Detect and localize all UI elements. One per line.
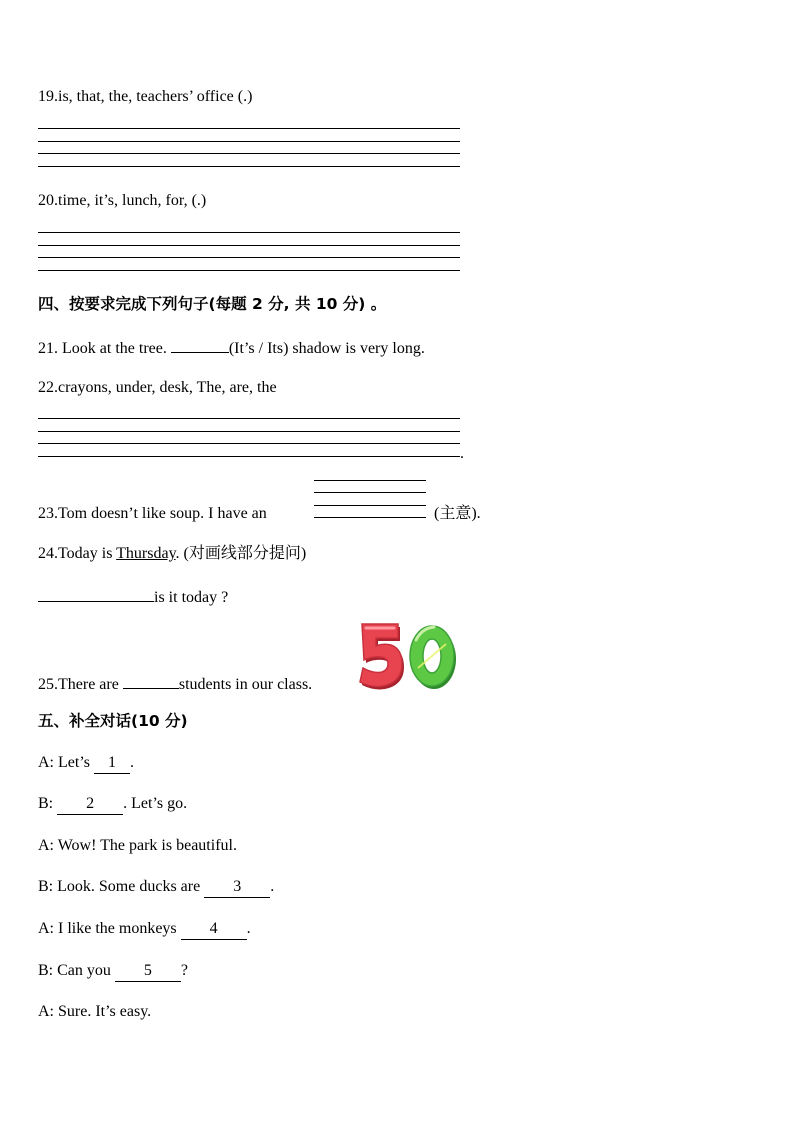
q24-answer [38,586,228,608]
section-4-heading: 四、按要求完成下列句子(每题 2 分, 共 10 分) 。 [38,295,387,313]
q23-answer-line-3[interactable] [314,505,426,506]
q24-underlined-word: Thursday [116,545,176,562]
dialogue-line-2-end: . Let’s go. [123,795,188,812]
dialogue-line-1-end: . [130,754,134,771]
dialogue-line-6 [38,961,188,982]
digit-0-shape [410,626,456,689]
dialogue-line-1 [38,753,134,774]
dialogue-line-4-end: . [270,878,275,895]
dialogue-line-2 [38,794,187,815]
q20-answer-line-3[interactable] [38,257,460,258]
dialogue-line-4 [38,877,274,898]
dialogue-line-2-text: B: [38,795,58,812]
dialogue-line-3-text: A: Wow! The park is beautiful. [38,837,237,854]
q19-answer-line-2[interactable] [38,141,460,142]
dialogue-line-1-text: A: Let’s [38,754,94,771]
dialogue-line-5-end: . [246,920,251,937]
dialogue-line-6-end: ? [180,962,188,979]
q20-answer-line-4[interactable] [38,270,460,271]
section-5-heading: 五、补全对话(10 分) [38,712,188,730]
q22-answer-line-3[interactable] [38,443,460,444]
q19-answer-line-4[interactable] [38,166,460,167]
dialogue-line-3 [38,836,237,856]
digit-5-shape [360,624,404,689]
q25-prefix: 25.There are [38,676,123,693]
q23-answer-line-1[interactable] [314,480,426,481]
dialogue-line-4-text: B: Look. Some ducks are [38,878,205,895]
dialogue-blank-1[interactable]: 1 [94,753,130,774]
dialogue-line-5-text: A: I like the monkeys [38,920,181,937]
q23-prefix: 23.Tom doesn’t like soup. I have an [38,505,267,522]
q20-prompt: 20.time, it’s, lunch, for, (.) [38,192,207,209]
q22-answer-line-4[interactable] [38,456,460,457]
q23-answer-line-2[interactable] [314,492,426,493]
dialogue-line-7 [38,1002,151,1022]
q22-answer-line-2[interactable] [38,431,460,432]
q24-prompt [38,544,306,564]
dialogue-line-5 [38,919,251,940]
q25-prompt [38,673,312,695]
dialogue-blank-3[interactable]: 3 [204,877,270,898]
q25-blank[interactable] [123,673,179,689]
q21-blank[interactable] [171,337,229,353]
q24-suffix: . (对画线部分提问) [175,545,307,562]
q20-answer-line-1[interactable] [38,232,460,233]
dialogue-line-6-text: B: Can you [38,962,115,979]
q23-suffix: (主意). [434,505,481,522]
q24-blank[interactable] [38,586,154,602]
dialogue-blank-5[interactable]: 5 [115,961,181,982]
q19-prompt: 19.is, that, the, teachers’ office (.) [38,88,253,105]
q20-answer-line-2[interactable] [38,245,460,246]
dialogue-line-7-text: A: Sure. It’s easy. [38,1003,152,1020]
q22-answer-line-1[interactable] [38,418,460,419]
q24-prefix: 24.Today is [38,545,117,562]
q24-answer-suffix: is it today ? [154,589,229,606]
q21-prompt [38,337,425,359]
dialogue-blank-2[interactable]: 2 [57,794,123,815]
q25-suffix: students in our class. [178,676,313,693]
q19-answer-line-3[interactable] [38,153,460,154]
number-50-image [354,618,458,690]
q21-suffix: (It’s / Its) shadow is very long. [228,340,425,357]
q19-answer-line-1[interactable] [38,128,460,129]
q22-end-mark: . [460,445,464,462]
q22-prompt: 22.crayons, under, desk, The, are, the [38,379,277,396]
dialogue-blank-4[interactable]: 4 [181,919,247,940]
q23-answer-line-4[interactable] [314,517,426,518]
q21-prefix: 21. Look at the tree. [38,340,171,357]
